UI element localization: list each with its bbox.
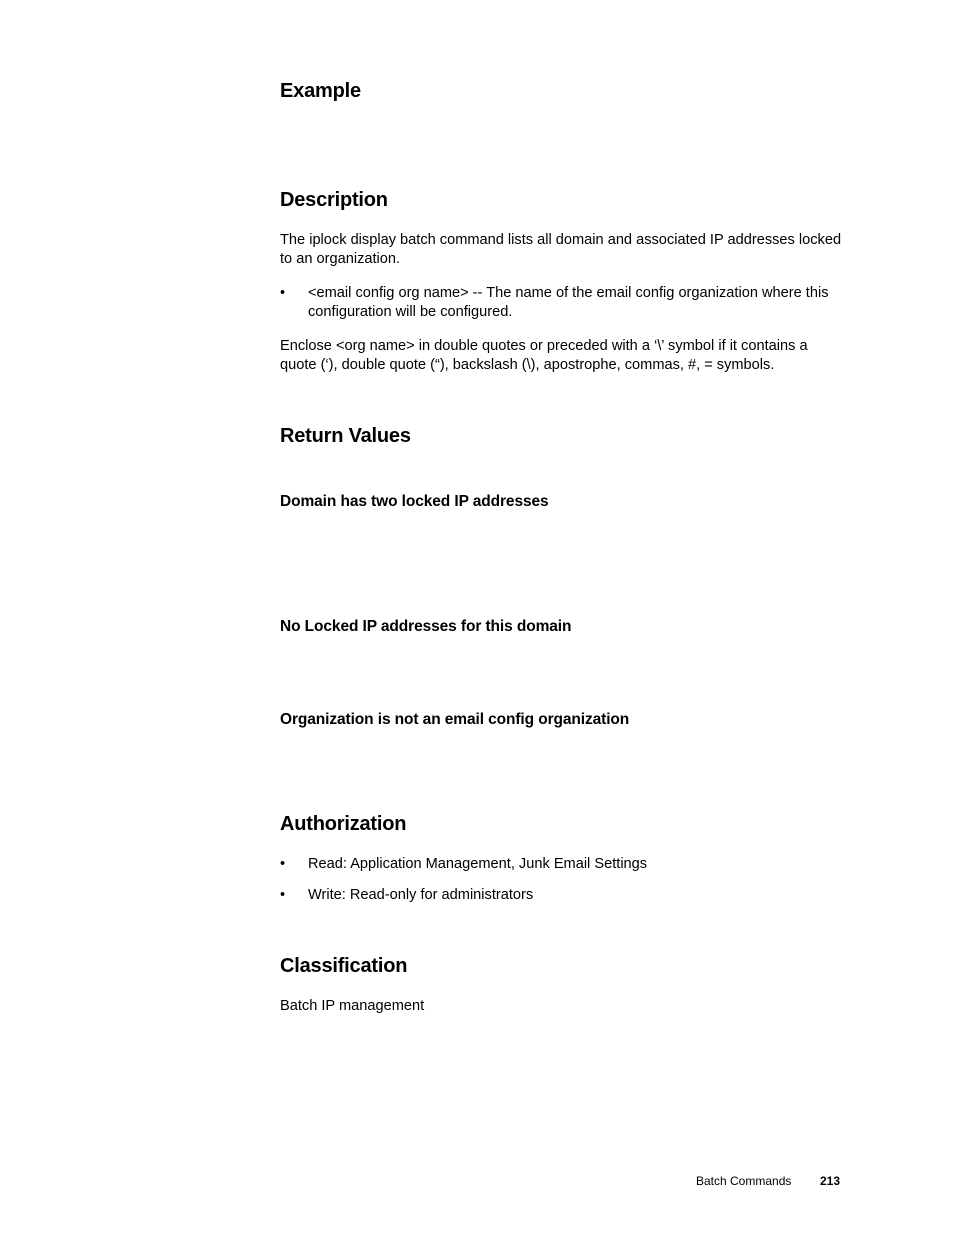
return-values-heading: Return Values: [280, 425, 411, 447]
description-paragraph: The iplock display batch command lists all domain and associated IP addresses locked to an organization.: [280, 232, 842, 267]
bullet-marker: •: [280, 887, 286, 903]
bullet-marker: •: [280, 856, 286, 872]
return-value-two-locked-heading: Domain has two locked IP addresses: [280, 493, 549, 510]
description-bullet-text: <email config org name> -- The name of the email config organization where this configuration will be configured.: [308, 285, 829, 320]
bullet-marker: •: [280, 285, 286, 301]
authorization-write-item: [280, 886, 848, 905]
classification-text: Batch IP management: [280, 998, 425, 1014]
return-value-not-email-org-heading: Organization is not an email config organization: [280, 711, 630, 728]
description-heading: Description: [280, 189, 388, 211]
example-heading: Example: [280, 80, 361, 102]
return-value-no-locked-heading: No Locked IP addresses for this domain: [280, 618, 572, 635]
authorization-read-text: Read: Application Management, Junk Email Settings: [308, 856, 648, 872]
authorization-write-text: Write: Read-only for administrators: [308, 887, 534, 903]
footer-section-label: Batch Commands: [696, 1174, 792, 1188]
enclose-note-paragraph: Enclose <org name> in double quotes or preceded with a ‘\’ symbol if it contains a quote (‘), double quote (“), backslash (\), apostrophe, commas, #, = symbols.: [280, 338, 808, 373]
authorization-read-item: [280, 855, 848, 874]
classification-heading: Classification: [280, 955, 408, 977]
authorization-heading: Authorization: [280, 813, 407, 835]
description-bullet-item: [280, 284, 848, 322]
footer-page-number: 213: [820, 1174, 841, 1188]
